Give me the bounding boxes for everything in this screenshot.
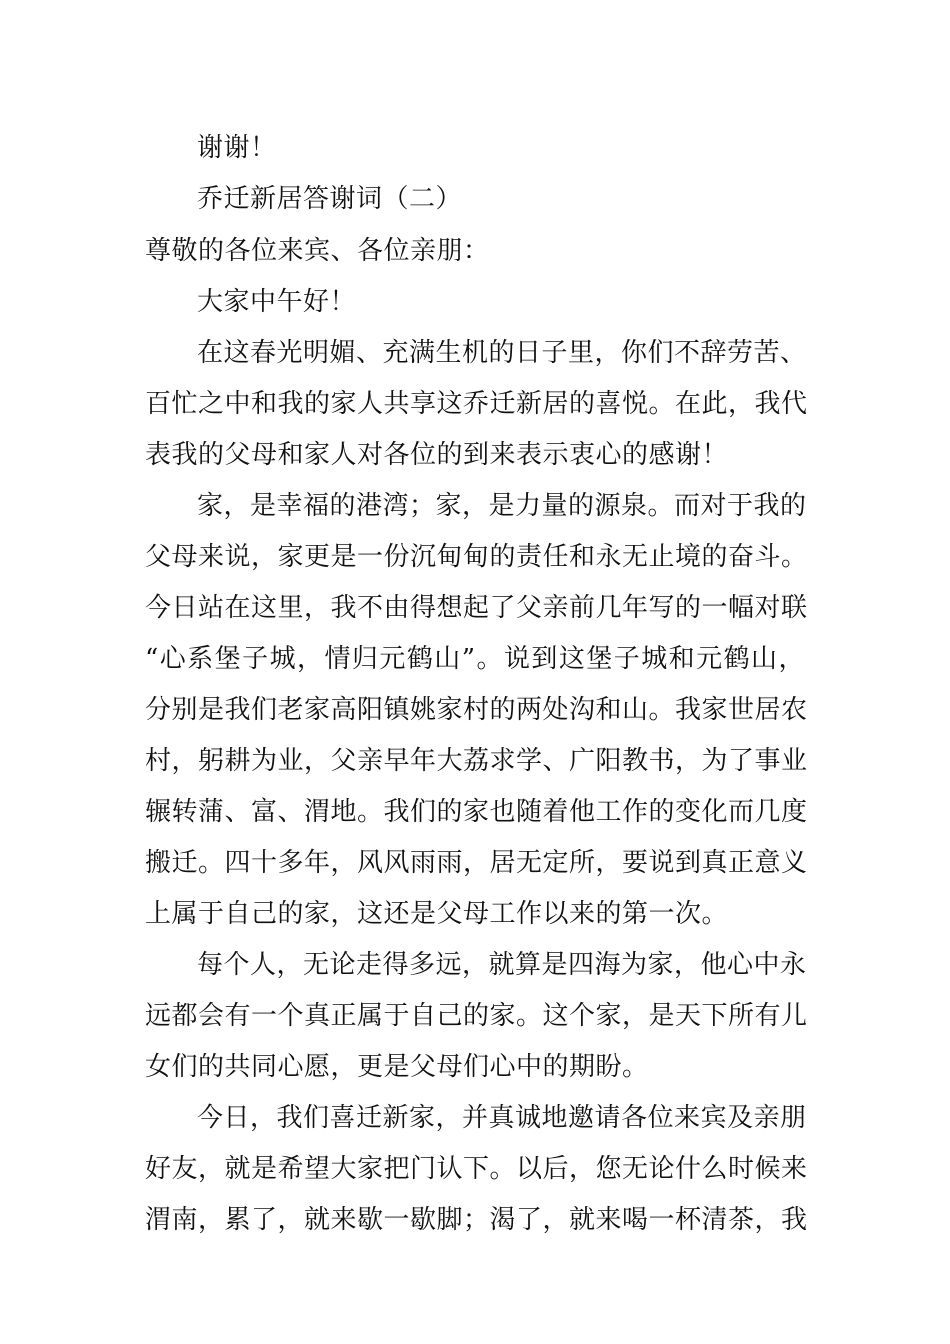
paragraph-line: 今日站在这里，我不由得想起了父亲前几年写的一幅对联: [145, 593, 808, 623]
section-title: 乔迁新居答谢词（二）: [197, 184, 463, 214]
paragraph-line: 百忙之中和我的家人共享这乔迁新居的喜悦。在此，我代: [145, 389, 808, 419]
paragraph-line: 上属于自己的家，这还是父母工作以来的第一次。: [145, 899, 729, 929]
paragraph-line: 远都会有一个真正属于自己的家。这个家，是天下所有儿: [145, 1001, 808, 1031]
paragraph-line: 渭南，累了，就来歇一歇脚；渴了，就来喝一杯清茶，我: [145, 1205, 808, 1235]
paragraph-line: 分别是我们老家高阳镇姚家村的两处沟和山。我家世居农: [145, 695, 808, 725]
paragraph-line: 家，是幸福的港湾；家，是力量的源泉。而对于我的: [197, 491, 807, 521]
paragraph-line: 每个人，无论走得多远，就算是四海为家，他心中永: [197, 950, 807, 980]
paragraph-line: “心系堡子城，情归元鹤山”。说到这堡子城和元鹤山，: [145, 644, 805, 674]
paragraph-line: 村，躬耕为业，父亲早年大荔求学、广阳教书，为了事业: [145, 746, 808, 776]
closing-thanks: 谢谢！: [197, 133, 277, 163]
paragraph-line: 今日，我们喜迁新家，并真诚地邀请各位来宾及亲朋: [197, 1103, 807, 1133]
paragraph-line: 在这春光明媚、充满生机的日子里，你们不辞劳苦、: [197, 338, 807, 368]
paragraph-line: 表我的父母和家人对各位的到来表示衷心的感谢！: [145, 440, 729, 470]
paragraph-line: 辗转蒲、富、渭地。我们的家也随着他工作的变化而几度: [145, 797, 808, 827]
salutation: 尊敬的各位来宾、各位亲朋：: [145, 236, 490, 266]
paragraph-line: 好友，就是希望大家把门认下。以后，您无论什么时候来: [145, 1154, 808, 1184]
paragraph-line: 父母来说，家更是一份沉甸甸的责任和永无止境的奋斗。: [145, 542, 808, 572]
paragraph-line: 搬迁。四十多年，风风雨雨，居无定所，要说到真正意义: [145, 848, 808, 878]
greeting: 大家中午好！: [197, 287, 357, 317]
paragraph-line: 女们的共同心愿，更是父母们心中的期盼。: [145, 1052, 649, 1082]
